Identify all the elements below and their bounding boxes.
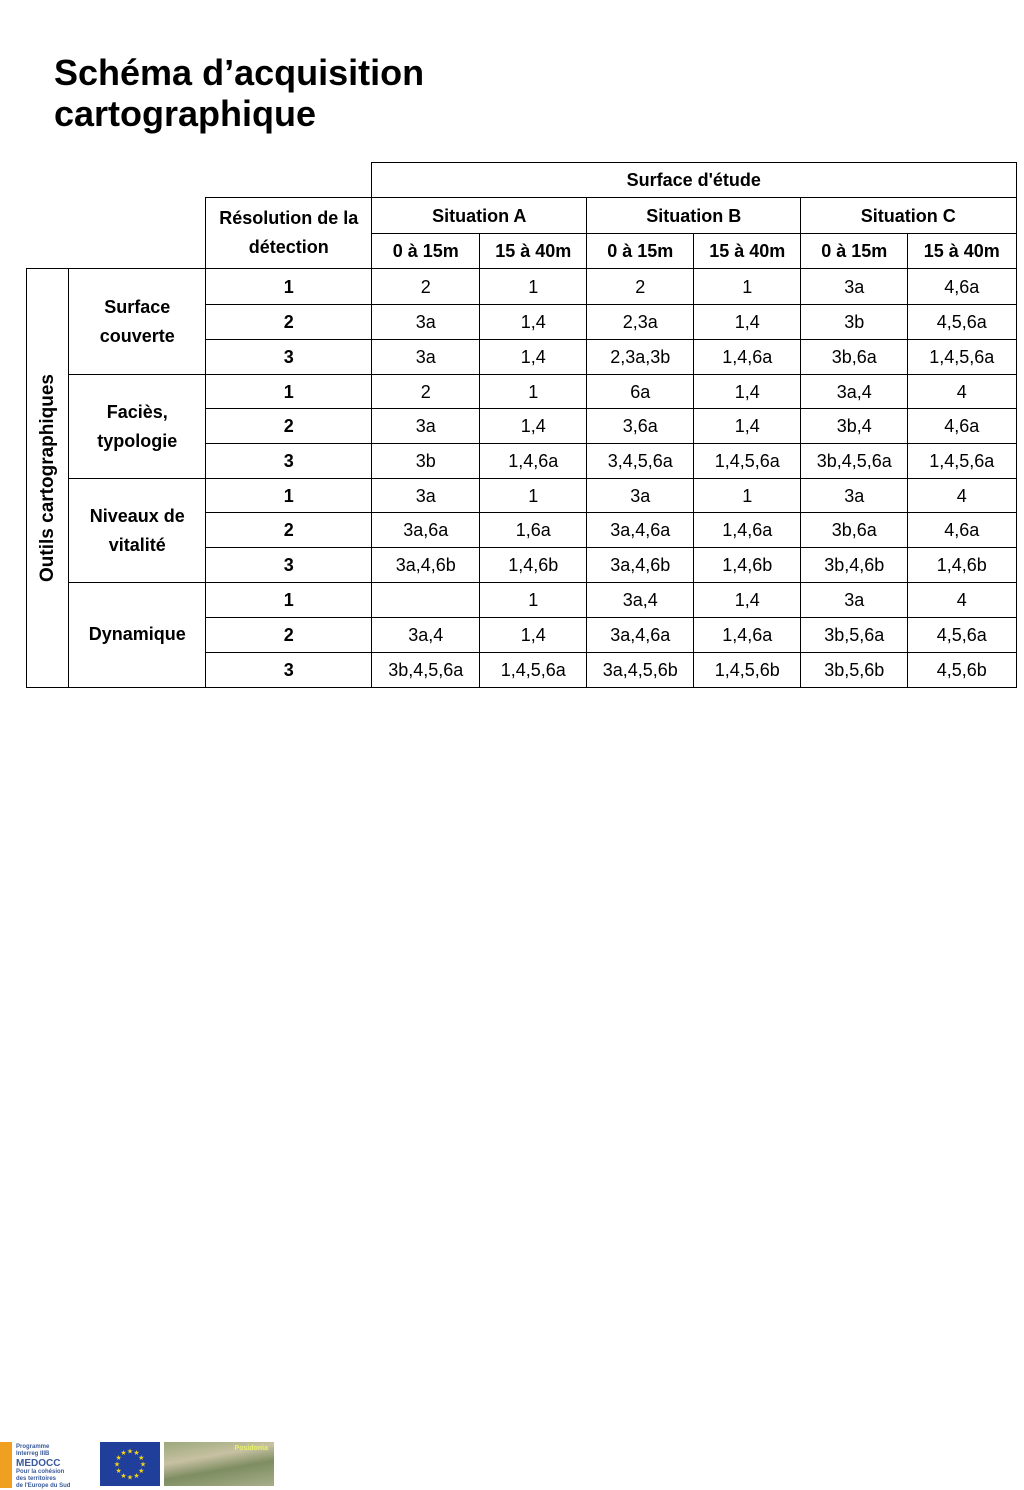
value-cell: 3a xyxy=(371,304,481,341)
footer-logos xyxy=(0,720,300,1489)
value-cell: 1 xyxy=(479,268,588,306)
value-cell: 3a xyxy=(800,478,909,514)
eu-star-icon: ★ xyxy=(139,1461,147,1469)
value-cell: 3b,6a xyxy=(800,339,909,376)
medocc-line: Programme xyxy=(16,1444,50,1450)
eu-star-icon: ★ xyxy=(133,1472,140,1480)
value-cell: 3a xyxy=(586,478,695,514)
value-cell: 3,6a xyxy=(586,408,695,445)
level-cell: 1 xyxy=(205,582,373,619)
value-cell: 4 xyxy=(907,582,1017,619)
value-cell: 6a xyxy=(586,374,695,410)
value-cell: 3b xyxy=(800,304,909,341)
value-cell: 3a,4,6b xyxy=(586,547,695,584)
value-cell: 1,4 xyxy=(479,617,588,654)
value-cell: 1,4,6a xyxy=(693,617,802,654)
eu-star-icon: ★ xyxy=(120,1472,127,1480)
header-range: 15 à 40m xyxy=(693,233,802,270)
value-cell: 4,5,6a xyxy=(907,617,1017,654)
value-cell: 1,6a xyxy=(479,512,588,549)
group-label: Surface couverte xyxy=(68,268,207,376)
value-cell: 3a,4,6a xyxy=(586,617,695,654)
value-cell: 4,6a xyxy=(907,512,1017,549)
value-cell: 1,4,6b xyxy=(693,547,802,584)
value-cell: 2 xyxy=(371,268,481,306)
value-cell: 1,4 xyxy=(479,339,588,376)
header-resolution: Résolution de la détection xyxy=(205,197,373,270)
value-cell: 1,4 xyxy=(693,408,802,445)
value-cell: 1,4,5,6a xyxy=(693,443,802,480)
group-label: Faciès, typologie xyxy=(68,374,207,480)
value-cell: 4 xyxy=(907,478,1017,514)
header-outils xyxy=(26,268,70,688)
level-cell: 2 xyxy=(205,408,373,445)
value-cell: 2 xyxy=(371,374,481,410)
seagrass-photo xyxy=(164,1442,274,1486)
medocc-line: MEDOCC xyxy=(16,1458,61,1469)
value-cell: 3b,4,5,6a xyxy=(371,652,481,688)
value-cell: 1 xyxy=(479,374,588,410)
eu-star-icon: ★ xyxy=(126,1448,134,1456)
medocc-logo xyxy=(16,1444,96,1489)
value-cell: 4,5,6a xyxy=(907,304,1017,341)
level-cell: 2 xyxy=(205,512,373,549)
value-cell: 3b,4,5,6a xyxy=(800,443,909,480)
group-label: Dynamique xyxy=(68,582,207,688)
eu-star-icon: ★ xyxy=(126,1474,134,1482)
value-cell: 1,4,5,6b xyxy=(693,652,802,688)
medocc-line: Pour la cohésion xyxy=(16,1469,65,1475)
eu-star-icon: ★ xyxy=(138,1455,145,1462)
photo-tag: Posidonia xyxy=(234,1445,268,1452)
level-cell: 2 xyxy=(205,304,373,341)
eu-star-icon: ★ xyxy=(115,1468,122,1475)
value-cell: 4,6a xyxy=(907,408,1017,445)
value-cell: 3a xyxy=(800,268,909,306)
medocc-line: des territoires xyxy=(16,1476,57,1482)
value-cell: 3a,4 xyxy=(800,374,909,410)
medocc-line: de l'Europe du Sud xyxy=(16,1483,71,1489)
eu-star-icon: ★ xyxy=(138,1468,145,1475)
value-cell: 3a,4,6b xyxy=(371,547,481,584)
value-cell: 1 xyxy=(479,478,588,514)
eu-star-icon: ★ xyxy=(120,1450,127,1458)
value-cell: 3b xyxy=(371,443,481,480)
header-range: 0 à 15m xyxy=(371,233,481,270)
eu-star-icon: ★ xyxy=(115,1455,122,1462)
header-range: 15 à 40m xyxy=(907,233,1017,270)
value-cell: 3a xyxy=(800,582,909,619)
level-cell: 3 xyxy=(205,443,373,480)
value-cell: 4 xyxy=(907,374,1017,410)
value-cell: 3a,4,6a xyxy=(586,512,695,549)
value-cell: 3a,6a xyxy=(371,512,481,549)
value-cell: 3b,4,6b xyxy=(800,547,909,584)
value-cell: 3,4,5,6a xyxy=(586,443,695,480)
header-situation: Situation B xyxy=(586,197,802,235)
eu-star-icon: ★ xyxy=(113,1461,121,1469)
level-cell: 3 xyxy=(205,547,373,584)
eu-star-icon: ★ xyxy=(133,1450,140,1458)
outils-label: Outils cartographiques xyxy=(36,373,58,582)
header-range: 0 à 15m xyxy=(800,233,909,270)
value-cell: 4,6a xyxy=(907,268,1017,306)
value-cell: 3a xyxy=(371,478,481,514)
value-cell: 1 xyxy=(693,268,802,306)
value-cell: 1,4 xyxy=(693,304,802,341)
logo-strip xyxy=(0,1442,12,1488)
header-situation: Situation A xyxy=(371,197,588,235)
value-cell: 3b,5,6b xyxy=(800,652,909,688)
level-cell: 1 xyxy=(205,478,373,514)
medocc-line: Interreg IIIB xyxy=(16,1451,50,1457)
value-cell: 3a,4,5,6b xyxy=(586,652,695,688)
value-cell: 1,4,6a xyxy=(693,512,802,549)
value-cell: 1,4,5,6a xyxy=(479,652,588,688)
header-range: 15 à 40m xyxy=(479,233,588,270)
value-cell: 1,4,5,6a xyxy=(907,339,1017,376)
value-cell: 1,4,5,6a xyxy=(907,443,1017,480)
value-cell: 1,4 xyxy=(479,304,588,341)
value-cell: 1 xyxy=(479,582,588,619)
title-line-1: Schéma d’acquisition xyxy=(54,52,425,93)
header-range: 0 à 15m xyxy=(586,233,695,270)
value-cell: 3b,6a xyxy=(800,512,909,549)
header-surface: Surface d'étude xyxy=(371,162,1017,199)
eu-flag-logo xyxy=(100,1442,160,1486)
value-cell: 1,4 xyxy=(693,374,802,410)
value-cell xyxy=(371,582,481,619)
level-cell: 1 xyxy=(205,374,373,410)
level-cell: 3 xyxy=(205,652,373,688)
value-cell: 3a,4 xyxy=(371,617,481,654)
level-cell: 2 xyxy=(205,617,373,654)
value-cell: 1,4,6a xyxy=(479,443,588,480)
header-situation: Situation C xyxy=(800,197,1017,235)
value-cell: 3a,4 xyxy=(586,582,695,619)
value-cell: 2 xyxy=(586,268,695,306)
value-cell: 3a xyxy=(371,408,481,445)
value-cell: 2,3a,3b xyxy=(586,339,695,376)
value-cell: 3b,5,6a xyxy=(800,617,909,654)
value-cell: 1,4,6b xyxy=(907,547,1017,584)
value-cell: 1,4 xyxy=(479,408,588,445)
value-cell: 1,4,6b xyxy=(479,547,588,584)
value-cell: 3b,4 xyxy=(800,408,909,445)
title-line-2: cartographique xyxy=(54,93,317,134)
value-cell: 4,5,6b xyxy=(907,652,1017,688)
value-cell: 3a xyxy=(371,339,481,376)
value-cell: 1 xyxy=(693,478,802,514)
level-cell: 1 xyxy=(205,268,373,306)
value-cell: 1,4,6a xyxy=(693,339,802,376)
group-label: Niveaux de vitalité xyxy=(68,478,207,584)
level-cell: 3 xyxy=(205,339,373,376)
value-cell: 1,4 xyxy=(693,582,802,619)
value-cell: 2,3a xyxy=(586,304,695,341)
